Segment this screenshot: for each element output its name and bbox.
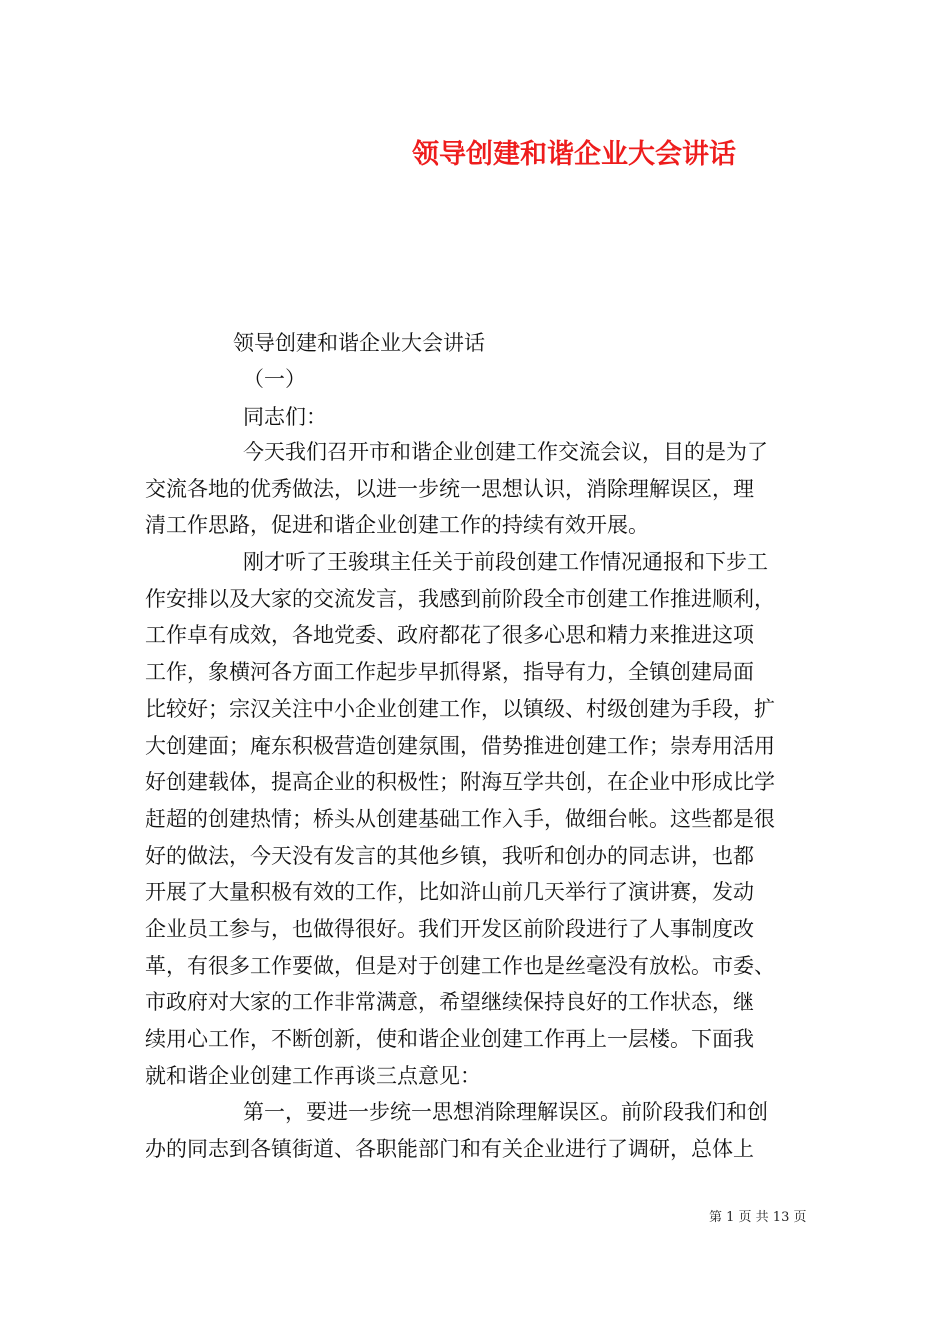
document-header-title: 领导创建和谐企业大会讲话 bbox=[412, 139, 736, 170]
body-line: 比较好；宗汉关注中小企业创建工作，以镇级、村级创建为手段，扩 bbox=[145, 696, 775, 721]
body-line: 工作卓有成效，各地党委、政府都花了很多心思和精力来推进这项 bbox=[145, 623, 754, 648]
body-line: 作安排以及大家的交流发言，我感到前阶段全市创建工作推进顺利， bbox=[145, 586, 775, 611]
body-line: 开展了大量积极有效的工作，比如浒山前几天举行了演讲赛，发动 bbox=[145, 880, 754, 905]
body-line: 第一，要进一步统一思想消除理解误区。前阶段我们和创 bbox=[243, 1100, 768, 1125]
body-line: 好的做法，今天没有发言的其他乡镇，我听和创办的同志讲，也都 bbox=[145, 843, 754, 868]
body-line: 清工作思路，促进和谐企业创建工作的持续有效开展。 bbox=[145, 513, 649, 538]
body-line: 今天我们召开市和谐企业创建工作交流会议，目的是为了 bbox=[243, 440, 768, 464]
page-footer: 第 1 页 共 13 页 bbox=[709, 1210, 807, 1225]
body-line: 好创建载体，提高企业的积极性；附海互学共创，在企业中形成比学 bbox=[145, 770, 775, 795]
body-line: 交流各地的优秀做法，以进一步统一思想认识，消除理解误区，理 bbox=[145, 476, 754, 501]
body-text bbox=[145, 434, 810, 1168]
body-line: 企业员工参与，也做得很好。我们开发区前阶段进行了人事制度改 bbox=[145, 916, 754, 941]
part-label: （一） bbox=[243, 367, 306, 391]
body-line: 刚才听了王骏琪主任关于前段创建工作情况通报和下步工 bbox=[243, 550, 768, 575]
body-line: 大创建面；庵东积极营造创建氛围，借势推进创建工作；崇寿用活用 bbox=[145, 733, 775, 758]
body-line: 就和谐企业创建工作再谈三点意见： bbox=[145, 1063, 481, 1088]
body-line: 工作，象横河各方面工作起步早抓得紧，指导有力，全镇创建局面 bbox=[145, 660, 754, 685]
body-line: 市政府对大家的工作非常满意，希望继续保持良好的工作状态，继 bbox=[145, 990, 754, 1015]
body-line: 办的同志到各镇街道、各职能部门和有关企业进行了调研，总体上 bbox=[145, 1137, 754, 1162]
body-line: 革，有很多工作要做，但是对于创建工作也是丝毫没有放松。市委、 bbox=[145, 953, 775, 978]
greeting: 同志们： bbox=[243, 405, 327, 429]
body-line: 赶超的创建热情；桥头从创建基础工作入手，做细台帐。这些都是很 bbox=[145, 806, 775, 831]
document-subtitle: 领导创建和谐企业大会讲话 bbox=[233, 331, 485, 355]
body-line: 续用心工作，不断创新，使和谐企业创建工作再上一层楼。下面我 bbox=[145, 1027, 754, 1051]
